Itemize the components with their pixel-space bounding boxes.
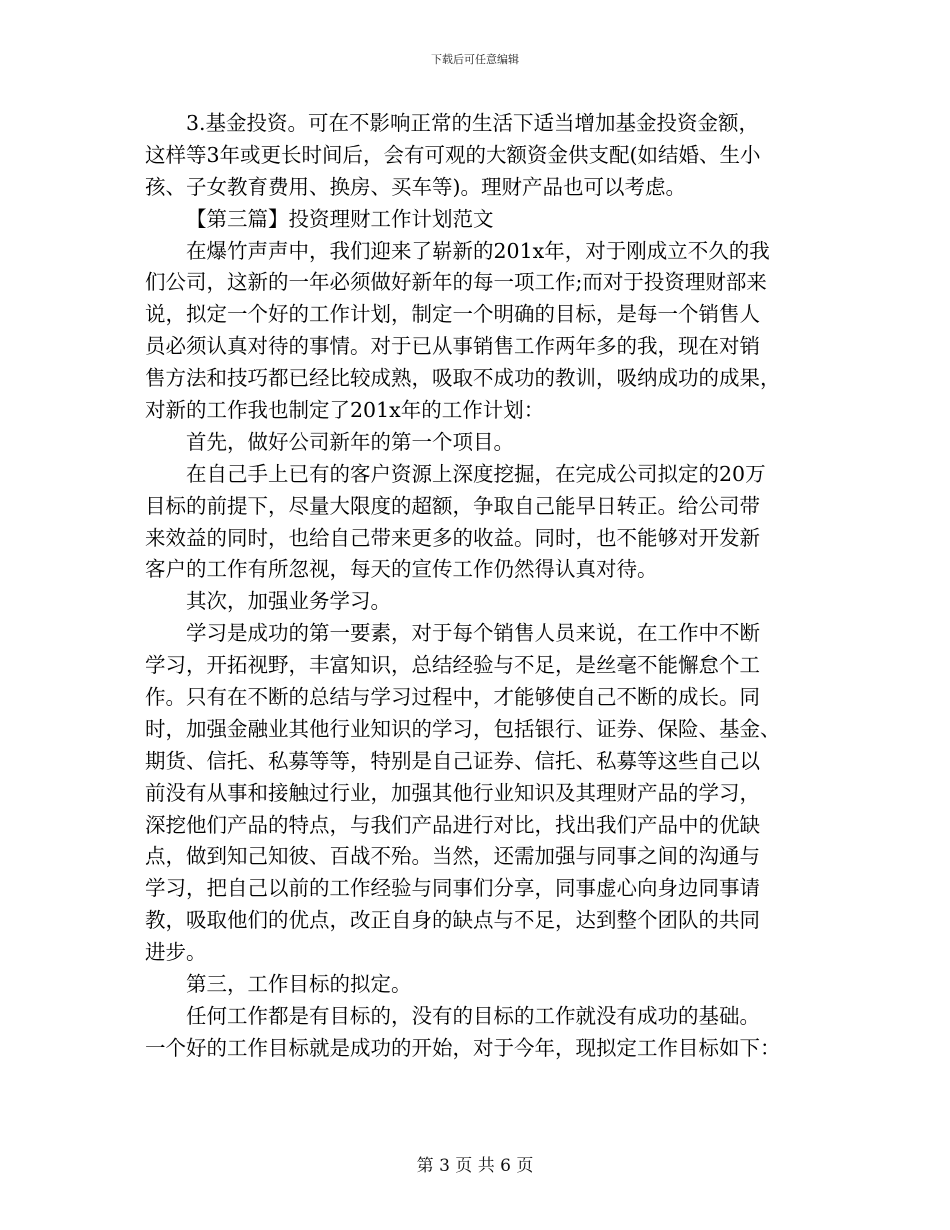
page-header-note: 下载后可任意编辑 xyxy=(431,53,519,66)
text-line: 一个好的工作目标就是成功的开始，对于今年，现拟定工作目标如下： xyxy=(145,1035,781,1060)
text-line: 们公司，这新的一年必须做好新年的每一项工作;而对于投资理财部来 xyxy=(145,270,767,295)
text-line: 任何工作都是有目标的，没有的目标的工作就没有成功的基础。 xyxy=(186,1003,760,1028)
text-line: 学习，开拓视野，丰富知识，总结经验与不足，是丝毫不能懈怠个工 xyxy=(145,653,760,678)
text-line: 在自己手上已有的客户资源上深度挖掘，在完成公司拟定的20万 xyxy=(186,461,766,486)
text-line: 深挖他们产品的特点，与我们产品进行对比，找出我们产品中的优缺 xyxy=(145,812,760,837)
text-line: 【第三篇】投资理财工作计划范文 xyxy=(186,206,494,231)
text-line: 目标的前提下，尽量大限度的超额，争取自己能早日转正。给公司带 xyxy=(145,493,760,518)
text-line: 期货、信托、私募等等，特别是自己证券、信托、私募等这些自己以 xyxy=(145,748,760,773)
page-number-footer: 第 3 页 共 6 页 xyxy=(416,1156,534,1176)
text-line: 第三，工作目标的拟定。 xyxy=(186,972,412,997)
text-line: 来效益的同时，也给自己带来更多的收益。同时，也不能够对开发新 xyxy=(145,525,760,550)
text-line: 孩、子女教育费用、换房、买车等)。理财产品也可以考虑。 xyxy=(145,174,686,199)
text-line: 教，吸取他们的优点，改正自身的缺点与不足，达到整个团队的共同 xyxy=(145,908,760,933)
text-line: 在爆竹声声中，我们迎来了崭新的201x年，对于刚成立不久的我 xyxy=(186,238,770,263)
text-line: 3.基金投资。可在不影响正常的生活下适当增加基金投资金额， xyxy=(186,111,760,135)
text-line: 作。只有在不断的总结与学习过程中，才能够使自己不断的成长。同 xyxy=(145,685,760,710)
text-line: 说，拟定一个好的工作计划，制定一个明确的目标，是每一个销售人 xyxy=(145,302,760,327)
text-line: 其次，加强业务学习。 xyxy=(186,589,391,614)
text-line: 这样等3年或更长时间后，会有可观的大额资金供支配(如结婚、生小 xyxy=(145,142,761,167)
text-line: 学习是成功的第一要素，对于每个销售人员来说，在工作中不断 xyxy=(186,621,760,646)
text-line: 员必须认真对待的事情。对于已从事销售工作两年多的我，现在对销 xyxy=(145,334,760,359)
document-body xyxy=(145,108,810,1065)
text-line: 点，做到知己知彼、百战不殆。当然，还需加强与同事之间的沟通与 xyxy=(145,844,760,869)
text-line: 前没有从事和接触过行业，加强其他行业知识及其理财产品的学习， xyxy=(145,780,760,805)
text-line: 进步。 xyxy=(145,940,207,965)
text-line: 时，加强金融业其他行业知识的学习，包括银行、证券、保险、基金、 xyxy=(145,716,781,741)
text-line: 首先，做好公司新年的第一个项目。 xyxy=(186,429,514,454)
text-line: 学习，把自己以前的工作经验与同事们分享，同事虚心向身边同事请 xyxy=(145,876,760,901)
text-line: 对新的工作我也制定了201x年的工作计划： xyxy=(145,398,545,423)
text-line: 售方法和技巧都已经比较成熟，吸取不成功的教训，吸纳成功的成果， xyxy=(145,366,781,391)
text-line: 客户的工作有所忽视，每天的宣传工作仍然得认真对待。 xyxy=(145,557,658,582)
